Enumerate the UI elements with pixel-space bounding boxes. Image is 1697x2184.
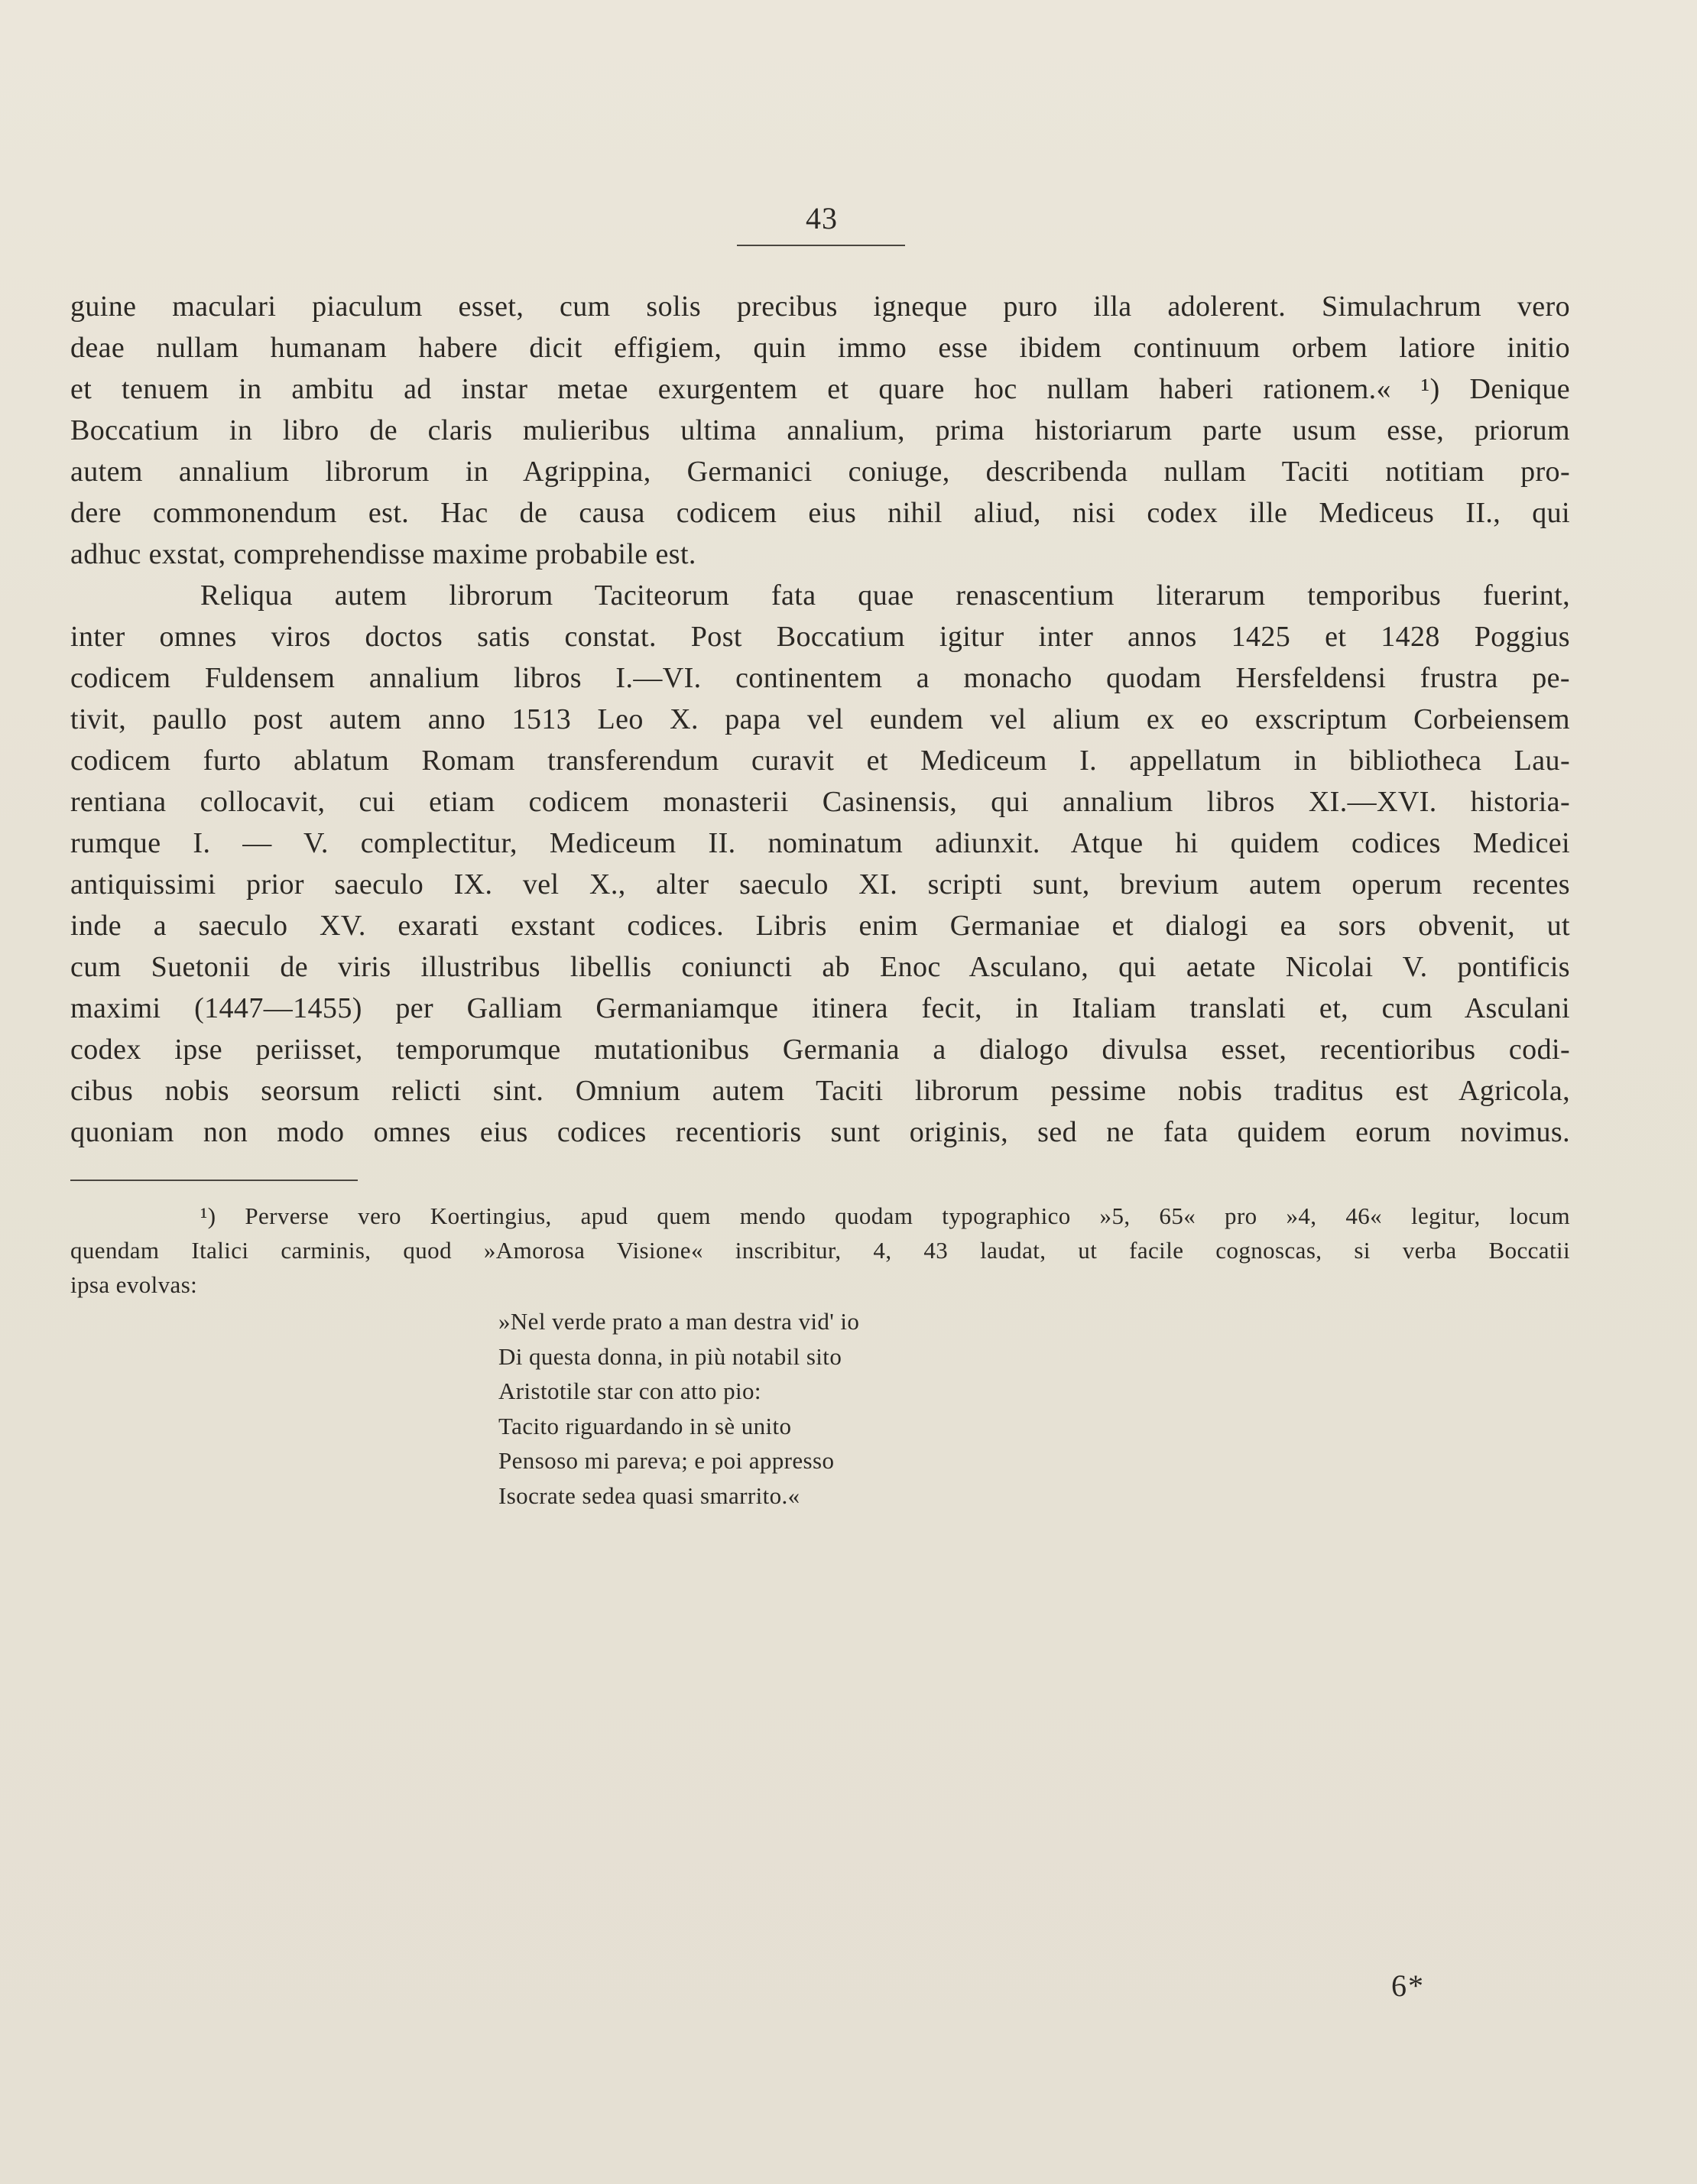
footnote-line: quendam Italici carminis, quod »Amorosa Visione« inscribitur, 4, 43 laudat, ut facile cognoscas, si verba Boccatii [70, 1237, 1570, 1264]
text-line: deae nullam humanam habere dicit effigiem, quin immo esse ibidem continuum orbem latiore initio [70, 332, 1570, 364]
text-line: antiquissimi prior saeculo IX. vel X., alter saeculo XI. scripti sunt, brevium autem operum recentes [70, 868, 1570, 901]
text-line: cum Suetonii de viris illustribus libellis coniuncti ab Enoc Asculano, qui aetate Nicolai V. pontificis [70, 951, 1570, 983]
text-line: maximi (1447—1455) per Galliam Germaniamque itinera fecit, in Italiam translati et, cum Asculani [70, 992, 1570, 1024]
header-rule [737, 245, 905, 246]
page-number: 43 [806, 201, 838, 235]
text-line: rentiana collocavit, cui etiam codicem monasterii Casinensis, qui annalium libros XI.—XVI. historia- [70, 786, 1570, 818]
main-text [70, 286, 1570, 1153]
poem-verse: Aristotile star con atto pio: [498, 1378, 761, 1404]
text-line: codex ipse periisset, temporumque mutationibus Germania a dialogo divulsa esset, recentioribus codi- [70, 1034, 1570, 1066]
footnote-line: ipsa evolvas: [70, 1271, 198, 1298]
text-line: rumque I. — V. complectitur, Mediceum II. nominatum adiunxit. Atque hi quidem codices Medicei [70, 827, 1570, 859]
text-line: inter omnes viros doctos satis constat. Post Boccatium igitur inter annos 1425 et 1428 Poggius [70, 621, 1570, 653]
footnote [70, 1199, 1570, 1302]
poem-verse: Pensoso mi pareva; e poi appresso [498, 1447, 835, 1474]
text-line: inde a saeculo XV. exarati exstant codices. Libris enim Germaniae et dialogi ea sors obvenit, ut [70, 910, 1570, 942]
text-line: codicem furto ablatum Romam transferendum curavit et Mediceum I. appellatum in bibliotheca Lau- [70, 745, 1570, 777]
poem-verse: Tacito riguardando in sè unito [498, 1412, 792, 1439]
text-line: cibus nobis seorsum relicti sint. Omnium autem Taciti librorum pessime nobis traditus est Agricola, [70, 1075, 1570, 1107]
footnote-rule [70, 1180, 358, 1181]
text-line: quoniam non modo omnes eius codices recentioris sunt originis, sed ne fata quidem eorum novimus. [70, 1116, 1570, 1148]
quoted-poem [498, 1304, 859, 1513]
text-line: Boccatium in libro de claris mulieribus ultima annalium, prima historiarum parte usum esse, priorum [70, 414, 1570, 446]
text-line: dere commonendum est. Hac de causa codicem eius nihil aliud, nisi codex ille Mediceus II., qui [70, 497, 1570, 529]
poem-verse: Di questa donna, in più notabil sito [498, 1342, 842, 1370]
poem-verse: »Nel verde prato a man destra vid' io [498, 1308, 860, 1335]
footnote-line: ¹) Perverse vero Koertingius, apud quem mendo quodam typographico »5, 65« pro »4, 46« legitur, locum [200, 1202, 1570, 1229]
text-line: adhuc exstat, comprehendisse maxime probabile est. [70, 538, 696, 570]
signature-mark: 6* [1391, 1968, 1425, 2003]
text-line: et tenuem in ambitu ad instar metae exurgentem et quare hoc nullam haberi rationem.« ¹) Denique [70, 373, 1570, 405]
text-line: guine maculari piaculum esset, cum solis precibus igneque puro illa adolerent. Simulachrum vero [70, 290, 1570, 323]
poem-verse: Isocrate sedea quasi smarrito.« [498, 1481, 800, 1509]
paragraph-start-line: Reliqua autem librorum Taciteorum fata quae renascentium literarum temporibus fuerint, [200, 579, 1570, 612]
text-line: tivit, paullo post autem anno 1513 Leo X. papa vel eundem vel alium ex eo exscriptum Corbeiensem [70, 703, 1570, 735]
text-line: codicem Fuldensem annalium libros I.—VI. continentem a monacho quodam Hersfeldensi frustra pe- [70, 662, 1570, 694]
text-line: autem annalium librorum in Agrippina, Germanici coniuge, describenda nullam Taciti notitiam pro- [70, 456, 1570, 488]
